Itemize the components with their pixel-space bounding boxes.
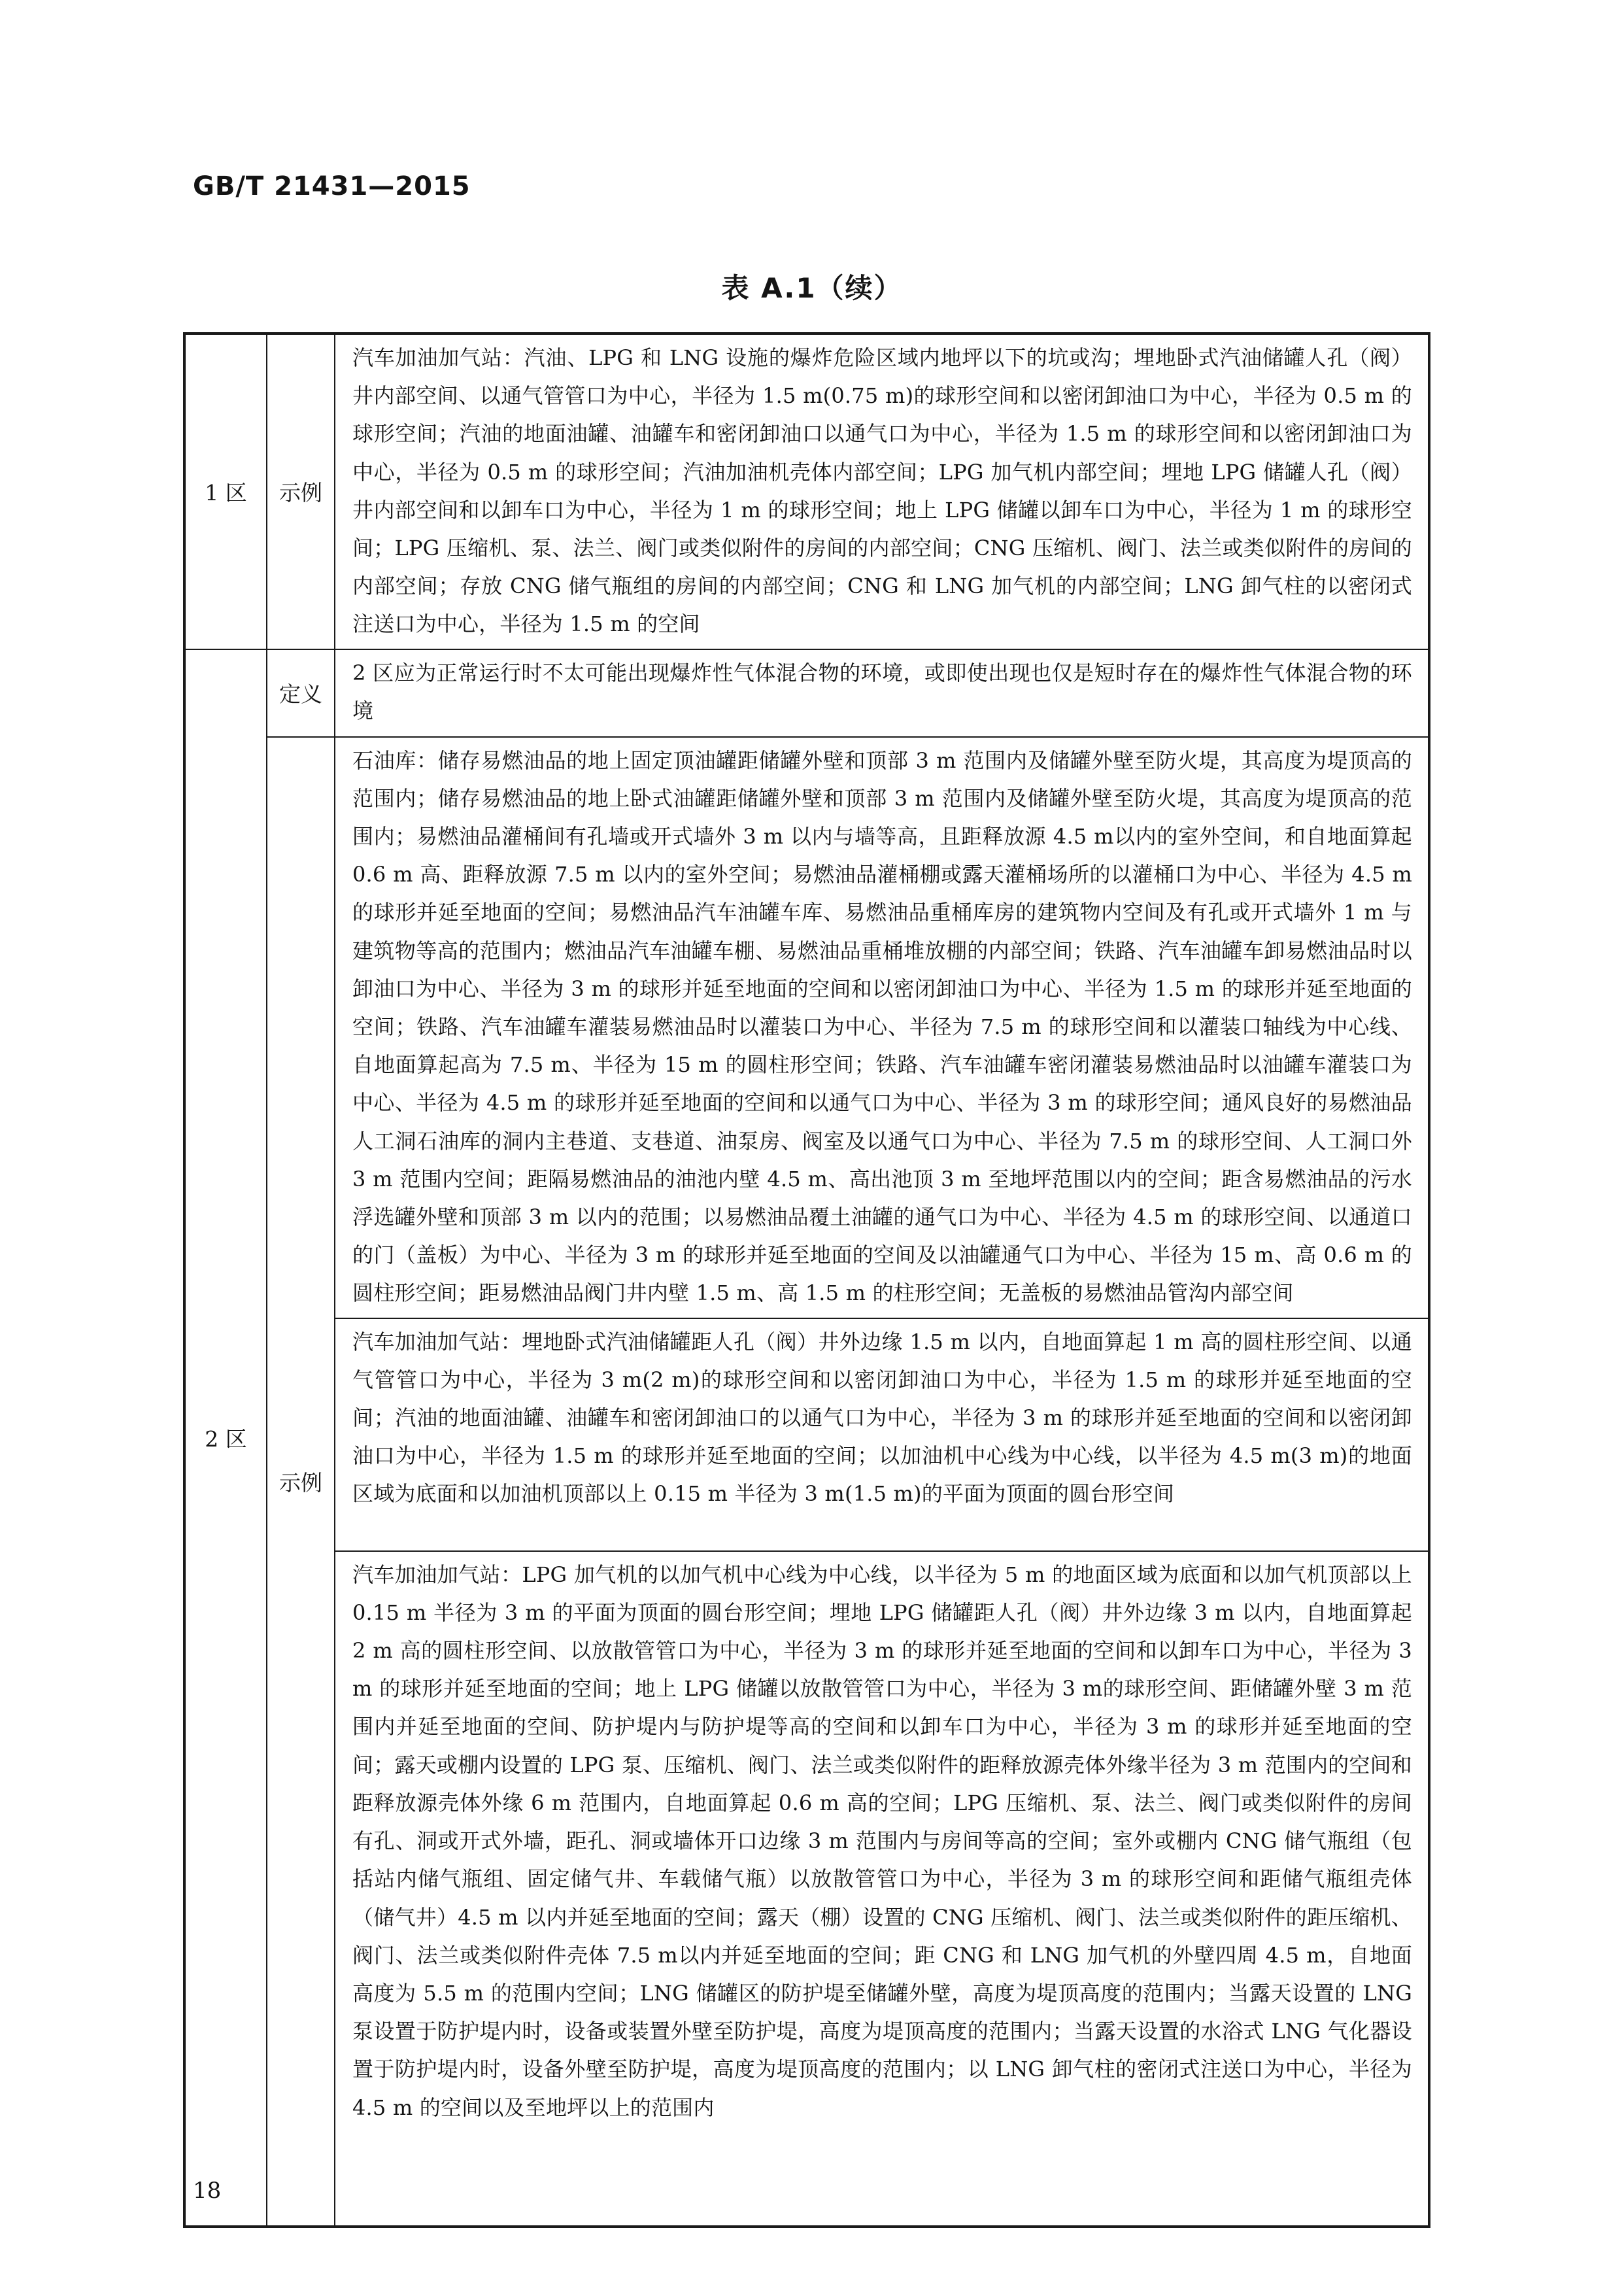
zone1-example-text: 汽车加油加气站：汽油、LPG 和 LNG 设施的爆炸危险区域内地坪以下的坑或沟；埋地卧式汽油储罐人孔（阀）井内部空间、以通气管管口为中心，半径为 1.5 m(0.75 m)的球形空间和以密闭卸油口为中心，半径为 0.5 m 的球形空间；汽油的地面油罐、油罐车和密闭卸油口以通气口为中心，半径为 1.5 m 的球形空间和以密闭卸油口为中心，半径为 0.5 m 的球形空间；汽油加油机壳体内部空间；LPG 加气机内部空间；埋地 LPG 储罐人孔（阀）井内部空间和以卸车口为中心，半径为 1 m 的球形空间；地上 LPG 储罐以卸车口为中心，半径为 1 m 的球形空间；LPG 压缩机、泵、法兰、阀门或类似附件的房间的内部空间；CNG 压缩机、阀门、法兰或类似附件的房间的内部空间；存放 CNG 储气瓶组的房间的内部空间；CNG 和 LNG 加气机的内部空间；LNG 卸气柱的以密闭式注送口为中心，半径为 1.5 m 的空间 bbox=[335, 334, 1429, 649]
zone2-example-oil-depot-row bbox=[335, 738, 1428, 1318]
standard-code: GB/T 21431—2015 bbox=[193, 171, 471, 201]
zone2-definition-label: 定义 bbox=[267, 649, 335, 737]
hazard-zone-table bbox=[183, 332, 1430, 2228]
zone2-definition-text: 2 区应为正常运行时不太可能出现爆炸性气体混合物的环境，或即使出现也仅是短时存在的爆炸性气体混合物的环境 bbox=[335, 649, 1429, 737]
zone2-example-gasoline-station: 汽车加油加气站：埋地卧式汽油储罐距人孔（阀）井外边缘 1.5 m 以内，自地面算起 1 m 高的圆柱形空间、以通气管管口为中心，半径为 3 m(2 m)的球形空间和以密闭卸油口为中心，半径为 1.5 m 的球形并延至地面的空间；汽油的地面油罐、油罐车和密闭卸油口的以通气口为中心，半径为 3 m 的球形并延至地面的空间和以密闭卸油口为中心，半径为 1.5 m 的球形并延至地面的空间；以加油机中心线为中心线，以半径为 4.5 m(3 m)的地面区域为底面和以加油机顶部以上 0.15 m 半径为 3 m(1.5 m)的平面为顶面的圆台形空间 bbox=[335, 1318, 1428, 1551]
zone2-example-group bbox=[335, 737, 1429, 2227]
table-caption: 表 A.1（续） bbox=[721, 272, 903, 304]
zone2-example-subtable bbox=[335, 738, 1428, 2225]
zone2-label: 2 区 bbox=[184, 649, 267, 2227]
zone2-example-gasoline-row bbox=[335, 1318, 1428, 1551]
zone1-label: 1 区 bbox=[184, 334, 267, 649]
zone2-example-row bbox=[184, 737, 1429, 2227]
zone2-example-gas-station: 汽车加油加气站：LPG 加气机的以加气机中心线为中心线，以半径为 5 m 的地面区域为底面和以加气机顶部以上 0.15 m 半径为 3 m 的平面为顶面的圆台形空间；埋地 LPG 储罐距人孔（阀）井外边缘 3 m 以内，自地面算起 2 m 高的圆柱形空间、以放散管管口为中心，半径为 3 m 的球形并延至地面的空间和以卸车口为中心，半径为 3 m 的球形并延至地面的空间；地上 LPG 储罐以放散管管口为中心，半径为 3 m的球形空间、距储罐外壁 3 m 范围内并延至地面的空间、防护堤内与防护堤等高的空间和以卸车口为中心，半径为 3 m 的球形并延至地面的空间；露天或棚内设置的 LPG 泵、压缩机、阀门、法兰或类似附件的距释放源壳体外缘半径为 3 m 范围内的空间和距释放源壳体外缘 6 m 范围内，自地面算起 0.6 m 高的空间；LPG 压缩机、泵、法兰、阀门或类似附件的房间有孔、洞或开式外墙，距孔、洞或墙体开口边缘 3 m 范围内与房间等高的空间；室外或棚内 CNG 储气瓶组（包括站内储气瓶组、固定储气井、车载储气瓶）以放散管管口为中心，半径为 3 m 的球形空间和距储气瓶组壳体（储气井）4.5 m 以内并延至地面的空间；露天（棚）设置的 CNG 压缩机、阀门、法兰或类似附件的距压缩机、阀门、法兰或类似附件壳体 7.5 m以内并延至地面的空间；距 CNG 和 LNG 加气机的外壁四周 4.5 m，自地面高度为 5.5 m 的范围内空间；LNG 储罐区的防护堤至储罐外壁，高度为堤顶高度的范围内；当露天设置的 LNG 泵设置于防护堤内时，设备或装置外壁至防护堤，高度为堤顶高度的范围内；当露天设置的水浴式 LNG 气化器设置于防护堤内时，设备外壁至防护堤，高度为堤顶高度的范围内；以 LNG 卸气柱的密闭式注送口为中心，半径为 4.5 m 的空间以及至地坪以上的范围内 bbox=[352, 1562, 1412, 2120]
page-number: 18 bbox=[193, 2178, 222, 2204]
zone2-example-label: 示例 bbox=[267, 737, 335, 2227]
zone2-example-oil-depot: 石油库：储存易燃油品的地上固定顶油罐距储罐外壁和顶部 3 m 范围内及储罐外壁至防火堤，其高度为堤顶高的范围内；储存易燃油品的地上卧式油罐距储罐外壁和顶部 3 m 范围内及储罐外壁至防火堤，其高度为堤顶高的范围内；易燃油品灌桶间有孔墙或开式墙外 3 m 以内与墙等高，且距释放源 4.5 m以内的室外空间，和自地面算起 0.6 m 高、距释放源 7.5 m 以内的室外空间；易燃油品灌桶棚或露天灌桶场所的以灌桶口为中心、半径为 4.5 m 的球形并延至地面的空间；易燃油品汽车油罐车库、易燃油品重桶库房的建筑物内空间及有孔或开式墙外 1 m 与建筑物等高的范围内；燃油品汽车油罐车棚、易燃油品重桶堆放棚的内部空间；铁路、汽车油罐车卸易燃油品时以卸油口为中心、半径为 3 m 的球形并延至地面的空间和以密闭卸油口为中心、半径为 1.5 m 的球形并延至地面的空间；铁路、汽车油罐车灌装易燃油品时以灌装口为中心、半径为 7.5 m 的球形空间和以灌装口轴线为中心线、自地面算起高为 7.5 m、半径为 15 m 的圆柱形空间；铁路、汽车油罐车密闭灌装易燃油品时以油罐车灌装口为中心、半径为 4.5 m 的球形并延至地面的空间和以通气口为中心、半径为 3 m 的球形空间；通风良好的易燃油品人工洞石油库的洞内主巷道、支巷道、油泵房、阀室及以通气口为中心、半径为 7.5 m 的球形空间、人工洞口外 3 m 范围内空间；距隔易燃油品的油池内壁 4.5 m、高出池顶 3 m 至地坪范围以内的空间；距含易燃油品的污水浮选罐外壁和顶部 3 m 以内的范围；以易燃油品覆土油罐的通气口为中心、半径为 4.5 m 的球形空间、以通道口的门（盖板）为中心、半径为 3 m 的球形并延至地面的空间及以油罐通气口为中心、半径为 15 m、高 0.6 m 的圆柱形空间；距易燃油品阀门井内壁 1.5 m、高 1.5 m 的柱形空间；无盖板的易燃油品管沟内部空间 bbox=[335, 738, 1428, 1318]
zone2-definition-row bbox=[184, 649, 1429, 737]
zone1-example-label: 示例 bbox=[267, 334, 335, 649]
zone2-example-gas-row bbox=[335, 1551, 1428, 2225]
zone1-example-row bbox=[184, 334, 1429, 649]
